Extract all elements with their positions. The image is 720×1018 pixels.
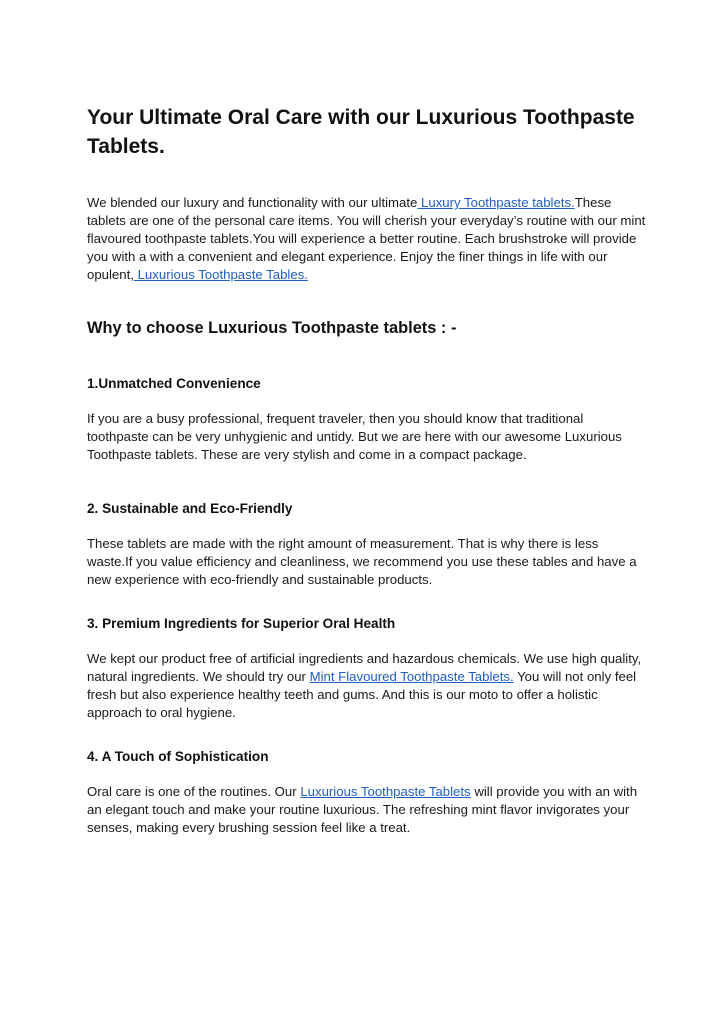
mint-flavoured-toothpaste-tablets-link[interactable]: Mint Flavoured Toothpaste Tablets. [309, 669, 514, 684]
luxurious-toothpaste-tables-link[interactable]: Luxurious Toothpaste Tables. [133, 267, 308, 282]
section-4-heading: 4. A Touch of Sophistication [87, 749, 269, 764]
section-2-heading: 2. Sustainable and Eco-Friendly [87, 501, 293, 516]
section-2-paragraph: These tablets are made with the right amount of measurement. That is why there is less waste.If you value efficiency and cleanliness, we recommend you use these tables and have a new experience with eco-friendly and sustainable products. [87, 536, 637, 587]
section-4-text-2: will provide you with an with an elegant touch and make your routine luxurious. The refreshing mint flavor invigorates your senses, making every brushing session feel like a treat. [87, 784, 638, 835]
section-1-heading: 1.Unmatched Convenience [87, 376, 261, 391]
section-4-paragraph [87, 783, 647, 837]
luxurious-toothpaste-tablets-link[interactable]: Luxurious Toothpaste Tablets [300, 784, 471, 799]
intro-text-1: We blended our luxury and functionality with our ultimate [87, 195, 418, 210]
document-title: Your Ultimate Oral Care with our Luxurious Toothpaste Tablets. [87, 106, 635, 158]
section-3-text-2: You will not only feel fresh but also experience healthy teeth and gums. And this is our moto to offer a holistic approach to oral hygiene. [87, 669, 637, 720]
luxury-toothpaste-tablets-link[interactable]: Luxury Toothpaste tablets. [417, 195, 575, 210]
why-choose-heading: Why to choose Luxurious Toothpaste tablets : - [87, 319, 457, 337]
section-3-heading: 3. Premium Ingredients for Superior Oral Health [87, 616, 396, 631]
section-3-paragraph [87, 650, 647, 722]
section-4-text-1: Oral care is one of the routines. Our [87, 784, 301, 799]
section-1-paragraph: If you are a busy professional, frequent traveler, then you should know that traditional toothpaste can be very unhygienic and untidy. But we are here with our awesome Luxurious Toothpaste tablets. These are very stylish and come in a compact package. [87, 411, 622, 462]
intro-text-2: These tablets are one of the personal care items. You will cherish your everyday’s routine with our mint flavoured toothpaste tablets.You will experience a better routine. Each brushstroke will provide you with a with a convenient and elegant experience. Enjoy the finer things in life with our opulent, [87, 195, 646, 282]
document-page [87, 103, 647, 837]
section-3-text-1: We kept our product free of artificial ingredients and hazardous chemicals. We use high quality, natural ingredients. We should try our [87, 651, 642, 684]
intro-paragraph [87, 194, 647, 284]
